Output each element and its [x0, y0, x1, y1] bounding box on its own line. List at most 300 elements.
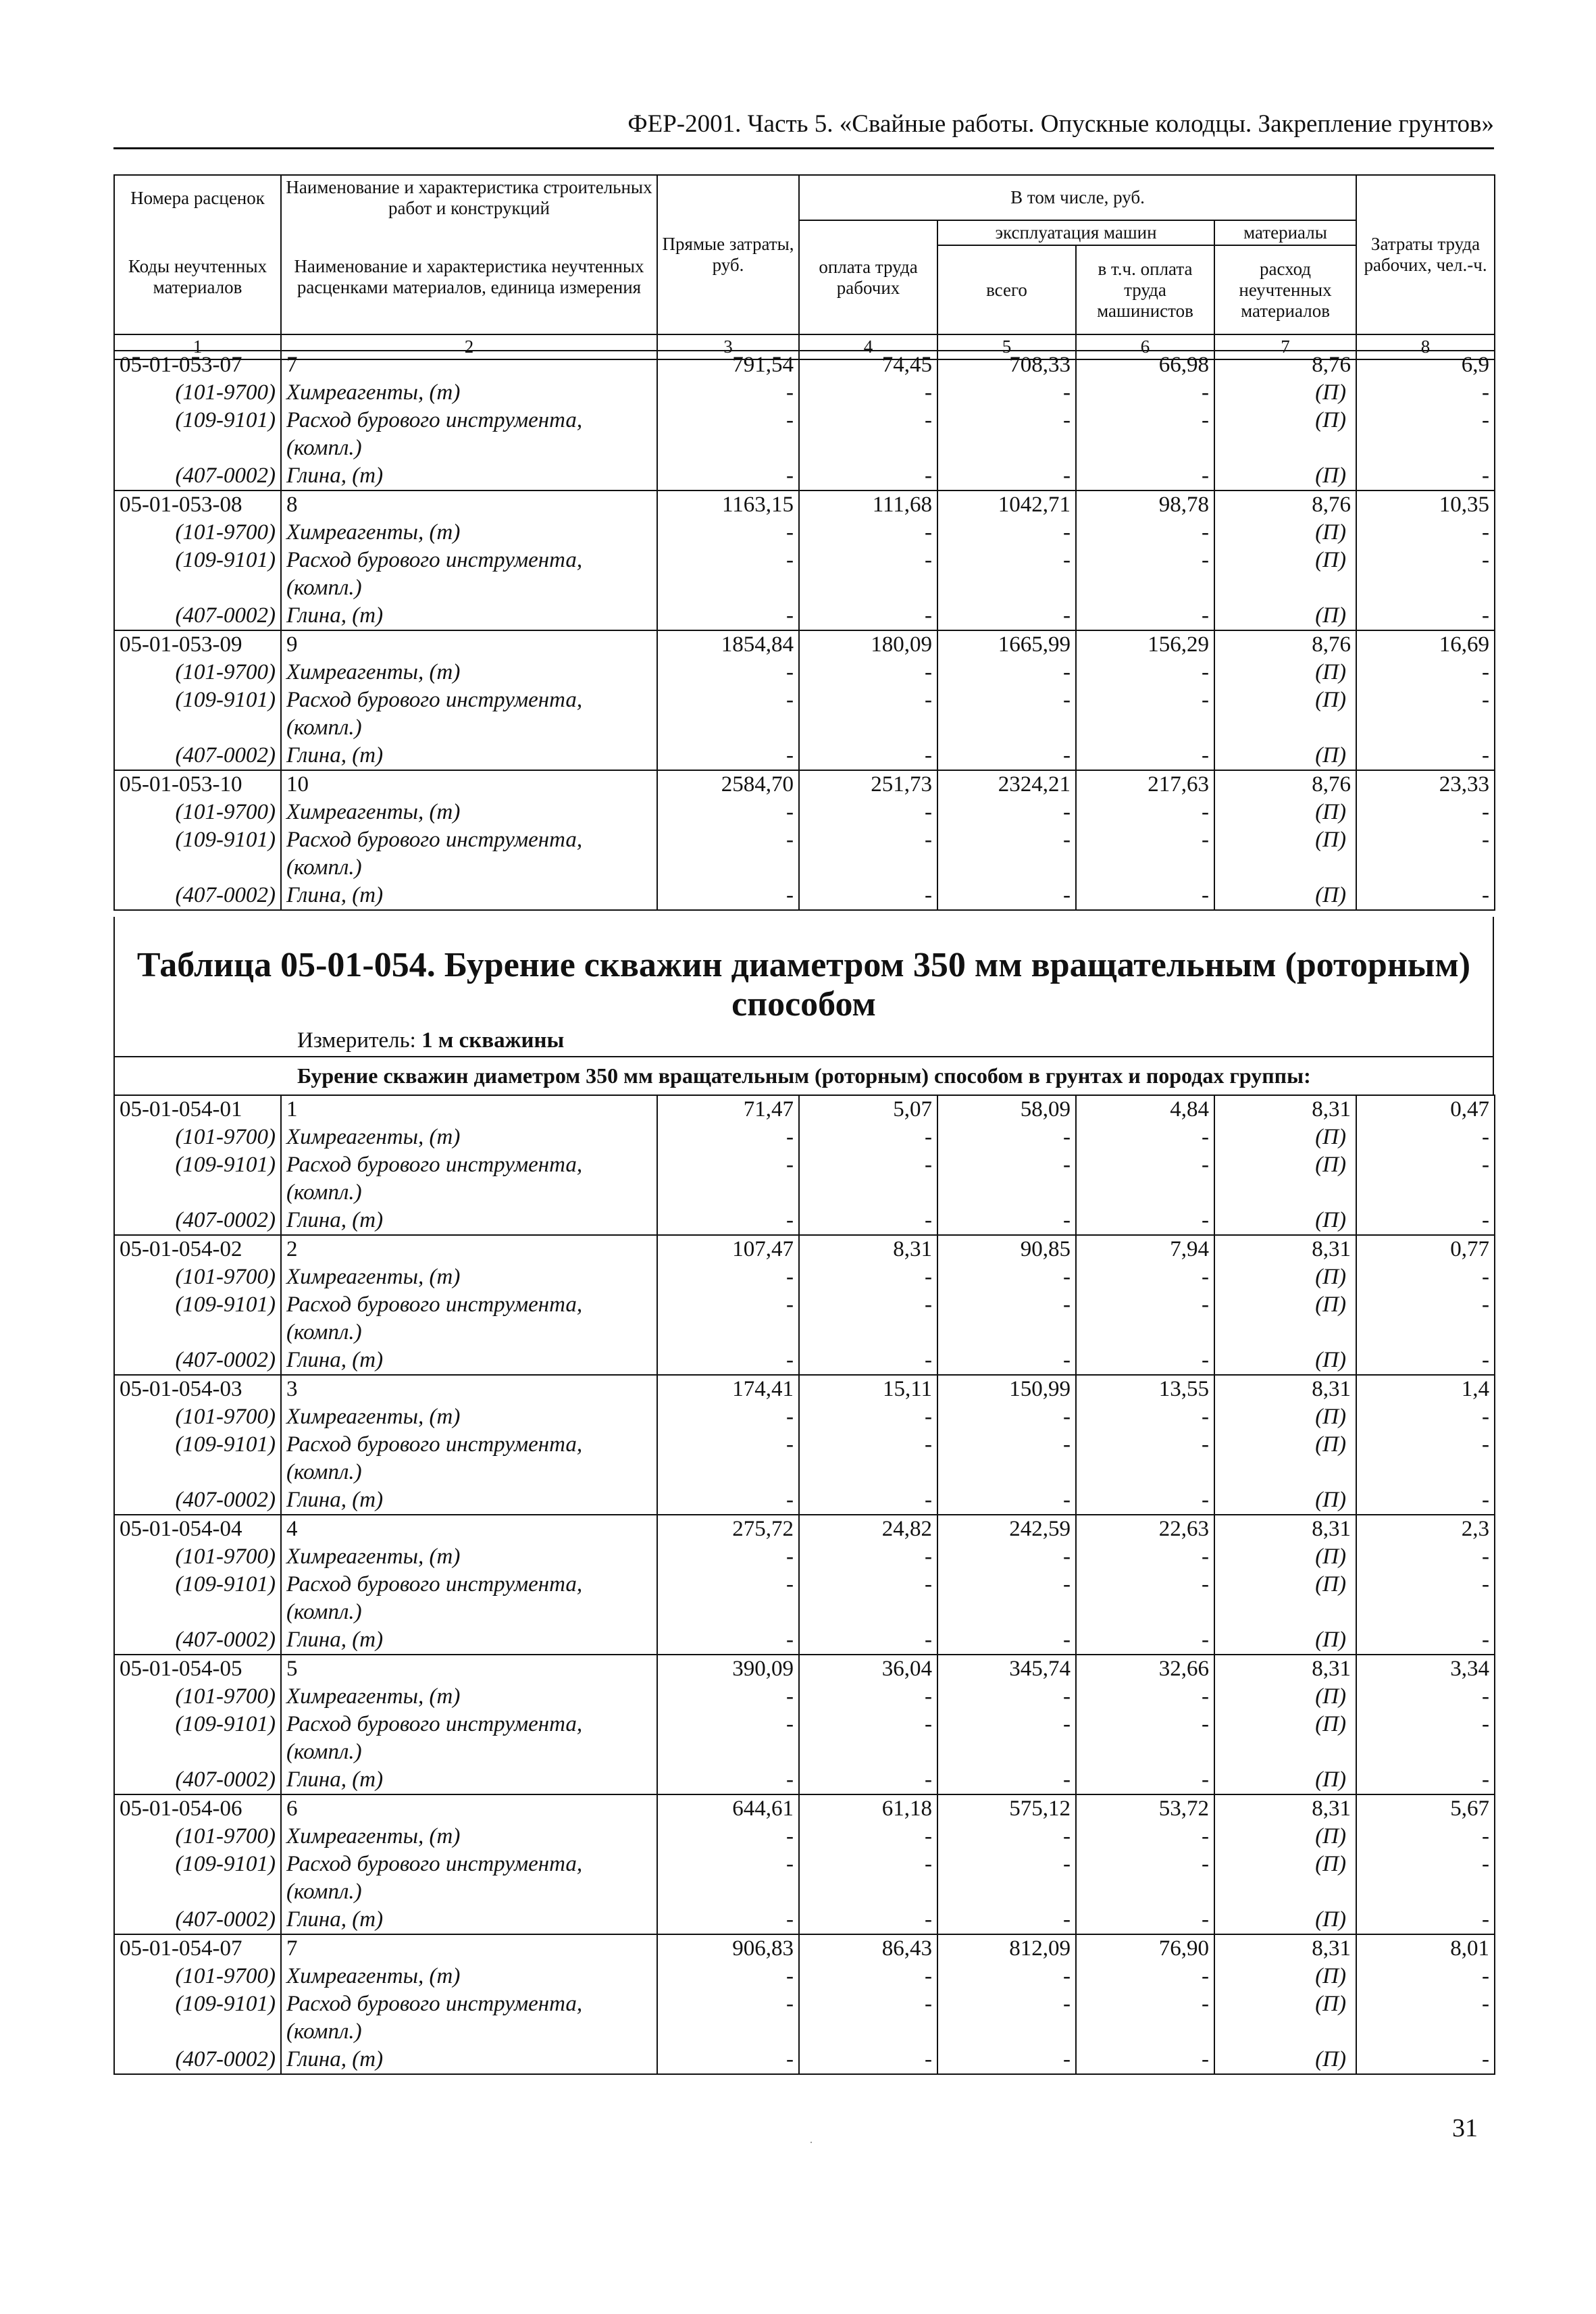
material-name: Глина, (т)	[281, 1347, 657, 1375]
material-row	[114, 1403, 1495, 1431]
direct-cost: 791,54	[657, 351, 799, 379]
labor-cost-dash: -	[799, 742, 937, 770]
material-row	[114, 379, 1495, 407]
material-mark: (П)	[1214, 1626, 1356, 1655]
direct-cost-dash: -	[657, 686, 799, 742]
material-code: (407-0002)	[114, 602, 281, 630]
material-name: Химреагенты, (т)	[281, 379, 657, 407]
machines-cost-dash: -	[937, 1683, 1076, 1711]
material-name: Глина, (т)	[281, 1486, 657, 1515]
machines-cost-dash: -	[937, 1151, 1076, 1207]
scan-speck	[810, 2142, 812, 2143]
rate-name: 7	[281, 1934, 657, 1963]
col-number: 4	[799, 334, 937, 359]
material-row	[114, 1543, 1495, 1571]
material-row	[114, 1711, 1495, 1766]
machines-cost-dash: -	[937, 686, 1076, 742]
labor-hours-dash: -	[1356, 826, 1495, 882]
machines-cost-dash: -	[937, 407, 1076, 462]
rates-table-05-01-054	[113, 1095, 1495, 2075]
col-header-hours: Затраты труда рабочих, чел.-ч.	[1356, 175, 1495, 334]
direct-cost-dash: -	[657, 1626, 799, 1655]
labor-cost: 74,45	[799, 351, 937, 379]
labor-cost-dash: -	[799, 519, 937, 547]
material-code: (109-9101)	[114, 1851, 281, 1906]
material-name: Химреагенты, (т)	[281, 519, 657, 547]
material-row	[114, 462, 1495, 491]
materials-cost: 8,31	[1214, 1375, 1356, 1403]
labor-hours-dash: -	[1356, 1711, 1495, 1766]
col-header-machines: эксплуатация машин	[937, 220, 1214, 245]
machinist-labor-dash: -	[1076, 1543, 1214, 1571]
labor-hours-dash: -	[1356, 1207, 1495, 1235]
labor-cost: 24,82	[799, 1515, 937, 1543]
material-row	[114, 1291, 1495, 1347]
rate-row	[114, 1655, 1495, 1683]
labor-hours-dash: -	[1356, 659, 1495, 686]
material-mark: (П)	[1214, 1543, 1356, 1571]
machines-cost: 2324,21	[937, 770, 1076, 799]
material-row	[114, 1151, 1495, 1207]
material-name-continued: (компл.)	[286, 1740, 362, 1764]
material-name: Глина, (т)	[281, 882, 657, 910]
rate-code: 05-01-053-07	[114, 351, 281, 379]
labor-cost-dash: -	[799, 1151, 937, 1207]
material-row	[114, 742, 1495, 770]
machinist-labor-dash: -	[1076, 882, 1214, 910]
labor-hours-dash: -	[1356, 1823, 1495, 1851]
material-mark: (П)	[1214, 1403, 1356, 1431]
machines-cost: 1042,71	[937, 491, 1076, 519]
material-name: Расход бурового инструмента, (компл.)	[281, 1291, 657, 1347]
direct-cost-dash: -	[657, 2046, 799, 2074]
machinist-labor-cost: 217,63	[1076, 770, 1214, 799]
material-code: (109-9101)	[114, 407, 281, 462]
machines-cost-dash: -	[937, 659, 1076, 686]
material-name-continued: (компл.)	[286, 1180, 362, 1205]
labor-cost-dash: -	[799, 1571, 937, 1626]
labor-cost-dash: -	[799, 1543, 937, 1571]
rate-name: 4	[281, 1515, 657, 1543]
rate-name: 6	[281, 1794, 657, 1823]
machines-cost: 812,09	[937, 1934, 1076, 1963]
rate-code: 05-01-053-09	[114, 630, 281, 659]
labor-hours-dash: -	[1356, 2046, 1495, 2074]
direct-cost-dash: -	[657, 1124, 799, 1151]
machines-cost-dash: -	[937, 1851, 1076, 1906]
material-name: Расход бурового инструмента, (компл.)	[281, 1711, 657, 1766]
material-row	[114, 1486, 1495, 1515]
direct-cost: 1163,15	[657, 491, 799, 519]
material-code: (109-9101)	[114, 1571, 281, 1626]
material-code: (101-9700)	[114, 1403, 281, 1431]
direct-cost: 1854,84	[657, 630, 799, 659]
labor-cost: 8,31	[799, 1235, 937, 1263]
machines-cost-dash: -	[937, 1263, 1076, 1291]
machinist-labor-dash: -	[1076, 1486, 1214, 1515]
col-header-material-code: Коды неучтенных материалов	[114, 220, 281, 334]
materials-cost: 8,76	[1214, 630, 1356, 659]
material-name: Химреагенты, (т)	[281, 1403, 657, 1431]
material-mark: (П)	[1214, 799, 1356, 826]
rate-name: 1	[281, 1095, 657, 1124]
machinist-labor-dash: -	[1076, 379, 1214, 407]
labor-hours: 0,47	[1356, 1095, 1495, 1124]
material-row	[114, 1963, 1495, 1990]
material-row	[114, 1263, 1495, 1291]
material-row	[114, 686, 1495, 742]
machinist-labor-dash: -	[1076, 826, 1214, 882]
labor-cost-dash: -	[799, 1431, 937, 1486]
labor-cost-dash: -	[799, 602, 937, 630]
material-mark: (П)	[1214, 1431, 1356, 1486]
materials-cost: 8,31	[1214, 1095, 1356, 1124]
direct-cost: 275,72	[657, 1515, 799, 1543]
material-mark: (П)	[1214, 519, 1356, 547]
rate-name: 2	[281, 1235, 657, 1263]
labor-cost-dash: -	[799, 1124, 937, 1151]
labor-cost-dash: -	[799, 1711, 937, 1766]
machines-cost-dash: -	[937, 602, 1076, 630]
rate-code: 05-01-053-08	[114, 491, 281, 519]
labor-cost-dash: -	[799, 1207, 937, 1235]
direct-cost-dash: -	[657, 882, 799, 910]
material-mark: (П)	[1214, 1766, 1356, 1794]
materials-cost: 8,31	[1214, 1934, 1356, 1963]
material-mark: (П)	[1214, 659, 1356, 686]
material-name: Химреагенты, (т)	[281, 1124, 657, 1151]
material-code: (101-9700)	[114, 1263, 281, 1291]
rates-table-05-01-053	[113, 350, 1495, 911]
material-name-continued: (компл.)	[286, 1460, 362, 1484]
machines-cost-dash: -	[937, 1906, 1076, 1934]
rate-name: 8	[281, 491, 657, 519]
material-name-continued: (компл.)	[286, 576, 362, 600]
machines-cost-dash: -	[937, 826, 1076, 882]
material-code: (101-9700)	[114, 1963, 281, 1990]
material-row	[114, 1683, 1495, 1711]
material-code: (407-0002)	[114, 1626, 281, 1655]
col-number: 2	[281, 334, 657, 359]
direct-cost-dash: -	[657, 1963, 799, 1990]
rate-row	[114, 491, 1495, 519]
material-code: (101-9700)	[114, 1124, 281, 1151]
material-mark: (П)	[1214, 1571, 1356, 1626]
labor-cost-dash: -	[799, 1990, 937, 2046]
labor-cost-dash: -	[799, 547, 937, 602]
rate-row	[114, 1095, 1495, 1124]
labor-cost: 5,07	[799, 1095, 937, 1124]
machinist-labor-dash: -	[1076, 1823, 1214, 1851]
machines-cost-dash: -	[937, 1571, 1076, 1626]
direct-cost-dash: -	[657, 1906, 799, 1934]
material-code: (407-0002)	[114, 882, 281, 910]
machines-cost-dash: -	[937, 1711, 1076, 1766]
material-row	[114, 826, 1495, 882]
material-name: Расход бурового инструмента, (компл.)	[281, 826, 657, 882]
labor-cost-dash: -	[799, 2046, 937, 2074]
labor-cost: 36,04	[799, 1655, 937, 1683]
material-code: (109-9101)	[114, 826, 281, 882]
meter-value: 1 м скважины	[421, 1028, 565, 1053]
running-header: ФЕР-2001. Часть 5. «Свайные работы. Опускные колодцы. Закрепление грунтов»	[627, 110, 1494, 138]
materials-cost: 8,31	[1214, 1794, 1356, 1823]
labor-cost: 251,73	[799, 770, 937, 799]
direct-cost-dash: -	[657, 407, 799, 462]
rate-name: 9	[281, 630, 657, 659]
material-name: Расход бурового инструмента, (компл.)	[281, 407, 657, 462]
material-name: Расход бурового инструмента, (компл.)	[281, 547, 657, 602]
material-name-continued: (компл.)	[286, 855, 362, 880]
machinist-labor-cost: 13,55	[1076, 1375, 1214, 1403]
labor-hours: 10,35	[1356, 491, 1495, 519]
direct-cost: 71,47	[657, 1095, 799, 1124]
labor-hours-dash: -	[1356, 1543, 1495, 1571]
labor-hours: 5,67	[1356, 1794, 1495, 1823]
labor-hours-dash: -	[1356, 1683, 1495, 1711]
labor-cost-dash: -	[799, 1263, 937, 1291]
labor-hours-dash: -	[1356, 686, 1495, 742]
material-name: Глина, (т)	[281, 1906, 657, 1934]
machinist-labor-dash: -	[1076, 602, 1214, 630]
labor-hours-dash: -	[1356, 462, 1495, 491]
machinist-labor-dash: -	[1076, 407, 1214, 462]
material-mark: (П)	[1214, 379, 1356, 407]
material-name: Расход бурового инструмента, (компл.)	[281, 1151, 657, 1207]
material-row	[114, 519, 1495, 547]
material-name: Расход бурового инструмента, (компл.)	[281, 1851, 657, 1906]
machinist-labor-dash: -	[1076, 1906, 1214, 1934]
direct-cost-dash: -	[657, 1347, 799, 1375]
material-name: Глина, (т)	[281, 1766, 657, 1794]
rate-row	[114, 351, 1495, 379]
machines-cost-dash: -	[937, 1766, 1076, 1794]
material-mark: (П)	[1214, 1851, 1356, 1906]
machinist-labor-dash: -	[1076, 1403, 1214, 1431]
labor-hours: 2,3	[1356, 1515, 1495, 1543]
rate-row	[114, 630, 1495, 659]
machines-cost-dash: -	[937, 742, 1076, 770]
machinist-labor-dash: -	[1076, 1431, 1214, 1486]
labor-cost-dash: -	[799, 826, 937, 882]
labor-hours: 1,4	[1356, 1375, 1495, 1403]
machinist-labor-cost: 66,98	[1076, 351, 1214, 379]
table-title: Таблица 05-01-054. Бурение скважин диаметром 350 мм вращательным (роторным) способом	[136, 946, 1471, 1024]
materials-cost: 8,31	[1214, 1235, 1356, 1263]
machines-cost-dash: -	[937, 1124, 1076, 1151]
direct-cost-dash: -	[657, 1207, 799, 1235]
material-name: Расход бурового инструмента, (компл.)	[281, 1431, 657, 1486]
labor-cost: 86,43	[799, 1934, 937, 1963]
material-name-continued: (компл.)	[286, 1880, 362, 1904]
machines-cost-dash: -	[937, 799, 1076, 826]
labor-hours-dash: -	[1356, 1263, 1495, 1291]
material-mark: (П)	[1214, 1207, 1356, 1235]
col-header-group: В том числе, руб.	[799, 175, 1356, 220]
material-mark: (П)	[1214, 1711, 1356, 1766]
direct-cost: 644,61	[657, 1794, 799, 1823]
col-header-direct: Прямые затраты, руб.	[657, 175, 799, 334]
direct-cost-dash: -	[657, 799, 799, 826]
material-code: (101-9700)	[114, 1823, 281, 1851]
material-mark: (П)	[1214, 1151, 1356, 1207]
materials-cost: 8,31	[1214, 1655, 1356, 1683]
material-name: Расход бурового инструмента, (компл.)	[281, 1990, 657, 2046]
direct-cost-dash: -	[657, 1571, 799, 1626]
machines-cost-dash: -	[937, 1963, 1076, 1990]
labor-cost-dash: -	[799, 1347, 937, 1375]
machinist-labor-dash: -	[1076, 799, 1214, 826]
rate-row	[114, 1235, 1495, 1263]
material-mark: (П)	[1214, 1263, 1356, 1291]
col-header-code: Номера расценок	[114, 175, 281, 220]
rate-code: 05-01-054-03	[114, 1375, 281, 1403]
material-row	[114, 602, 1495, 630]
machines-cost-dash: -	[937, 462, 1076, 491]
material-code: (109-9101)	[114, 1151, 281, 1207]
machines-cost-dash: -	[937, 1823, 1076, 1851]
rate-code: 05-01-053-10	[114, 770, 281, 799]
col-header-machines-total: всего	[937, 245, 1076, 334]
direct-cost-dash: -	[657, 547, 799, 602]
labor-hours-dash: -	[1356, 1431, 1495, 1486]
materials-cost: 8,76	[1214, 351, 1356, 379]
labor-cost-dash: -	[799, 1403, 937, 1431]
material-name: Химреагенты, (т)	[281, 1263, 657, 1291]
material-name: Химреагенты, (т)	[281, 1543, 657, 1571]
rate-row	[114, 1515, 1495, 1543]
material-name-continued: (компл.)	[286, 715, 362, 740]
labor-hours-dash: -	[1356, 379, 1495, 407]
rate-code: 05-01-054-01	[114, 1095, 281, 1124]
material-name: Расход бурового инструмента, (компл.)	[281, 686, 657, 742]
machines-cost-dash: -	[937, 1486, 1076, 1515]
material-code: (407-0002)	[114, 1486, 281, 1515]
machines-cost-dash: -	[937, 547, 1076, 602]
material-mark: (П)	[1214, 602, 1356, 630]
machinist-labor-dash: -	[1076, 1711, 1214, 1766]
labor-cost-dash: -	[799, 379, 937, 407]
machines-cost-dash: -	[937, 1431, 1076, 1486]
material-name: Глина, (т)	[281, 1626, 657, 1655]
material-name-continued: (компл.)	[286, 2019, 362, 2044]
labor-hours-dash: -	[1356, 1766, 1495, 1794]
direct-cost: 390,09	[657, 1655, 799, 1683]
labor-hours-dash: -	[1356, 1124, 1495, 1151]
machinist-labor-cost: 4,84	[1076, 1095, 1214, 1124]
rate-row	[114, 770, 1495, 799]
labor-hours: 23,33	[1356, 770, 1495, 799]
labor-hours-dash: -	[1356, 547, 1495, 602]
machinist-labor-cost: 22,63	[1076, 1515, 1214, 1543]
material-mark: (П)	[1214, 1124, 1356, 1151]
labor-hours: 6,9	[1356, 351, 1495, 379]
material-name-continued: (компл.)	[286, 1320, 362, 1344]
labor-hours-dash: -	[1356, 742, 1495, 770]
material-row	[114, 1906, 1495, 1934]
labor-hours-dash: -	[1356, 519, 1495, 547]
machines-cost: 150,99	[937, 1375, 1076, 1403]
machinist-labor-dash: -	[1076, 547, 1214, 602]
rate-name: 5	[281, 1655, 657, 1683]
material-mark: (П)	[1214, 407, 1356, 462]
machinist-labor-dash: -	[1076, 1124, 1214, 1151]
rate-name: 7	[281, 351, 657, 379]
labor-hours-dash: -	[1356, 1571, 1495, 1626]
header-rule	[113, 147, 1494, 149]
machines-cost: 1665,99	[937, 630, 1076, 659]
material-mark: (П)	[1214, 1990, 1356, 2046]
material-name: Глина, (т)	[281, 462, 657, 491]
material-row	[114, 659, 1495, 686]
material-mark: (П)	[1214, 1683, 1356, 1711]
direct-cost: 174,41	[657, 1375, 799, 1403]
labor-cost-dash: -	[799, 1486, 937, 1515]
material-row	[114, 1626, 1495, 1655]
machinist-labor-dash: -	[1076, 1766, 1214, 1794]
direct-cost-dash: -	[657, 602, 799, 630]
material-mark: (П)	[1214, 1347, 1356, 1375]
direct-cost-dash: -	[657, 519, 799, 547]
rate-code: 05-01-054-05	[114, 1655, 281, 1683]
machines-cost-dash: -	[937, 1543, 1076, 1571]
material-row	[114, 1431, 1495, 1486]
material-mark: (П)	[1214, 2046, 1356, 2074]
material-mark: (П)	[1214, 826, 1356, 882]
material-code: (101-9700)	[114, 379, 281, 407]
labor-hours-dash: -	[1356, 1626, 1495, 1655]
material-name: Химреагенты, (т)	[281, 659, 657, 686]
machines-cost-dash: -	[937, 1626, 1076, 1655]
material-mark: (П)	[1214, 686, 1356, 742]
section-heading	[113, 1056, 1494, 1095]
material-code: (109-9101)	[114, 1291, 281, 1347]
direct-cost-dash: -	[657, 1851, 799, 1906]
labor-hours-dash: -	[1356, 1486, 1495, 1515]
machinist-labor-dash: -	[1076, 686, 1214, 742]
col-number: 1	[114, 334, 281, 359]
material-name: Химреагенты, (т)	[281, 1963, 657, 1990]
col-header-material-name: Наименование и характеристика неучтенных расценками материалов, единица измерения	[281, 220, 657, 334]
labor-hours: 0,77	[1356, 1235, 1495, 1263]
labor-cost: 15,11	[799, 1375, 937, 1403]
machines-cost-dash: -	[937, 1347, 1076, 1375]
material-code: (407-0002)	[114, 1347, 281, 1375]
labor-hours-dash: -	[1356, 1347, 1495, 1375]
direct-cost-dash: -	[657, 1151, 799, 1207]
direct-cost-dash: -	[657, 659, 799, 686]
machinist-labor-dash: -	[1076, 2046, 1214, 2074]
labor-cost: 180,09	[799, 630, 937, 659]
machinist-labor-dash: -	[1076, 1571, 1214, 1626]
direct-cost-dash: -	[657, 742, 799, 770]
machines-cost-dash: -	[937, 2046, 1076, 2074]
material-row	[114, 882, 1495, 910]
labor-cost-dash: -	[799, 1766, 937, 1794]
labor-cost-dash: -	[799, 407, 937, 462]
labor-cost-dash: -	[799, 799, 937, 826]
labor-hours-dash: -	[1356, 1403, 1495, 1431]
machinist-labor-dash: -	[1076, 1851, 1214, 1906]
material-code: (101-9700)	[114, 799, 281, 826]
material-name-continued: (компл.)	[286, 436, 362, 460]
page-number: 31	[1452, 2114, 1478, 2142]
col-number: 7	[1214, 334, 1356, 359]
rate-name: 3	[281, 1375, 657, 1403]
machinist-labor-dash: -	[1076, 462, 1214, 491]
labor-hours: 3,34	[1356, 1655, 1495, 1683]
col-number: 6	[1076, 334, 1214, 359]
